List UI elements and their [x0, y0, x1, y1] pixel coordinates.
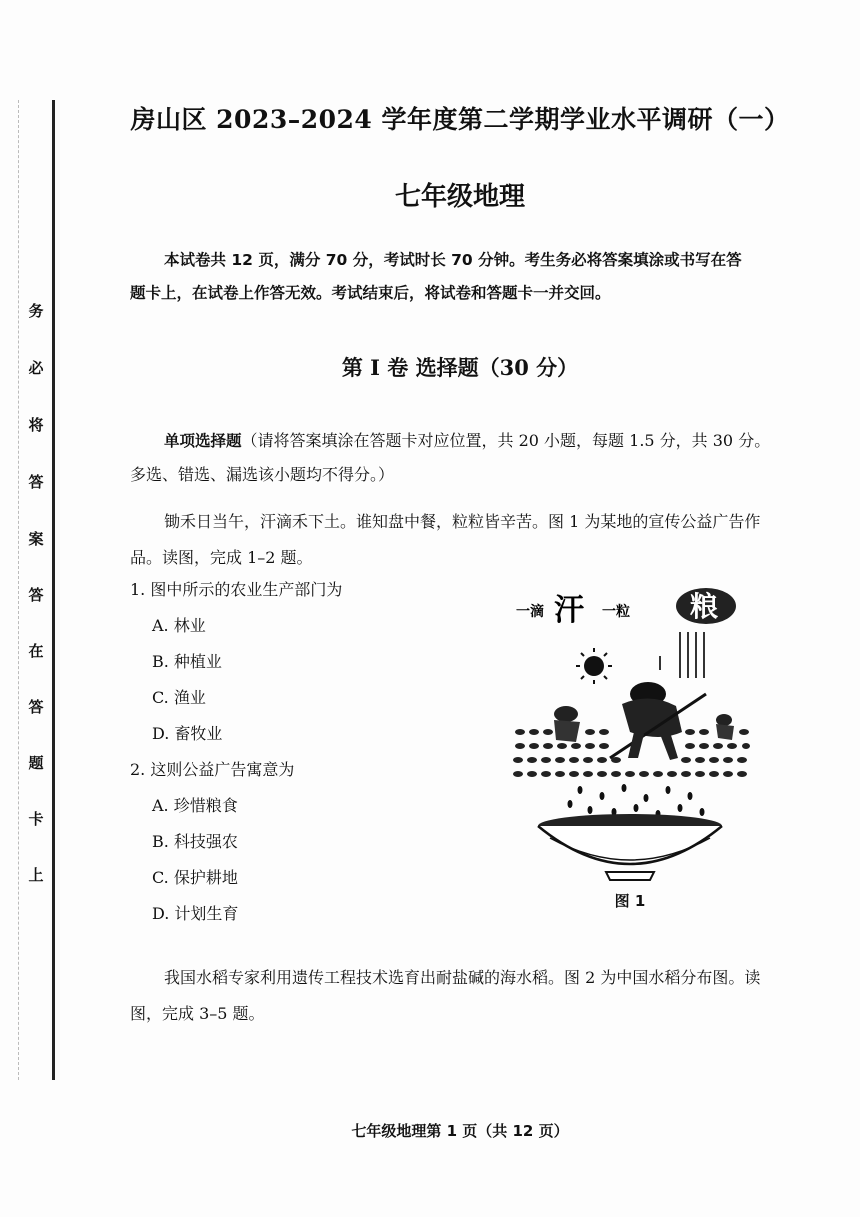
poster-text-b: 一粒	[602, 604, 630, 620]
binding-dashed-line	[18, 100, 19, 1080]
falling-grains-icon	[568, 784, 705, 818]
option-a: A. 林业	[152, 616, 206, 635]
question-stem: 1. 图中所示的农业生产部门为	[130, 580, 343, 599]
margin-char: 答	[28, 586, 44, 604]
side-farmer-icon	[554, 706, 580, 742]
section-title: 第 I 卷 选择题（30 分）	[341, 355, 579, 380]
option-b: B. 科技强农	[152, 832, 238, 851]
margin-char: 案	[28, 530, 44, 548]
margin-char: 卡	[28, 810, 44, 828]
figure-1-caption: 图 1	[614, 892, 646, 910]
instructions-text: 多选、错选、漏选该小题均不得分。）	[130, 465, 395, 484]
option-c: C. 保护耕地	[152, 868, 238, 887]
instructions	[130, 424, 830, 491]
exam-title: 房山区 2023–2024 学年度第二学期学业水平调研（一）	[130, 105, 790, 134]
margin-char: 答	[28, 473, 44, 491]
margin-char: 上	[28, 866, 44, 884]
instructions-text: （请将答案填涂在答题卡对应位置，共 20 小题，每题 1.5 分，共 30 分。	[241, 431, 771, 450]
poster-small-text-icon	[660, 632, 704, 678]
poster-text-grain: 粮	[690, 590, 719, 623]
margin-char: 题	[28, 754, 44, 772]
passage-line: 我国水稻专家利用遗传工程技术选育出耐盐碱的海水稻。图 2 为中国水稻分布图。读	[164, 968, 761, 987]
passage-line: 图，完成 3–5 题。	[130, 1004, 265, 1023]
poster-text-sweat: 汗	[554, 593, 584, 628]
passage-line: 品。读图，完成 1–2 题。	[130, 548, 313, 567]
instructions-lead: 单项选择题	[164, 432, 242, 450]
question-1	[130, 572, 490, 752]
exam-intro	[130, 244, 830, 310]
figure-1-poster	[510, 582, 750, 882]
exam-subject: 七年级地理	[394, 182, 525, 212]
option-a: A. 珍惜粮食	[152, 796, 238, 815]
margin-char: 务	[28, 302, 44, 320]
side-farmer-icon	[716, 714, 734, 740]
margin-char: 答	[28, 698, 44, 716]
margin-char: 将	[28, 416, 44, 434]
question-stem: 2. 这则公益广告寓意为	[130, 760, 295, 779]
binding-margin-rule	[52, 100, 55, 1080]
passage-1	[130, 504, 830, 576]
question-2	[130, 752, 490, 932]
intro-line: 本试卷共 12 页，满分 70 分，考试时长 70 分钟。考生务必将答案填涂或书写在答	[164, 251, 742, 269]
margin-char: 必	[28, 359, 44, 377]
option-b: B. 种植业	[152, 652, 222, 671]
rice-bowl-icon	[538, 814, 722, 880]
option-d: D. 计划生育	[152, 904, 239, 923]
margin-char: 在	[28, 642, 44, 660]
option-c: C. 渔业	[152, 688, 206, 707]
page-footer: 七年级地理第 1 页（共 12 页）	[351, 1122, 569, 1140]
grain-badge-icon	[676, 588, 736, 624]
sun-icon	[576, 648, 612, 684]
passage-line: 锄禾日当午，汗滴禾下土。谁知盘中餐，粒粒皆辛苦。图 1 为某地的宣传公益广告作	[164, 512, 761, 531]
passage-2	[130, 960, 830, 1032]
intro-line: 题卡上，在试卷上作答无效。考试结束后，将试卷和答题卡一并交回。	[130, 284, 611, 302]
poster-text-a: 一滴	[516, 604, 544, 620]
option-d: D. 畜牧业	[152, 724, 223, 743]
